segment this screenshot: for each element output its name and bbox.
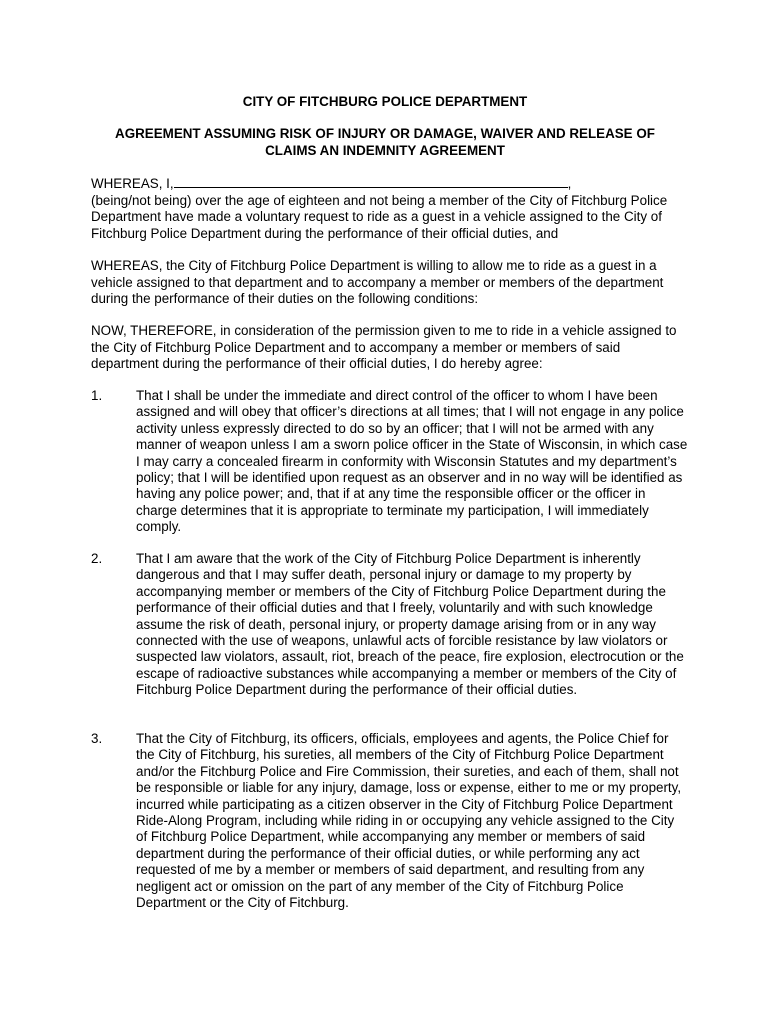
item-number: 1.: [91, 388, 103, 403]
name-blank-line[interactable]: [174, 175, 568, 188]
now-therefore-paragraph: NOW, THEREFORE, in consideration of the permission given to me to ride in a vehicle assigned to the City of Fitchburg Police Department and to accompany a member or members of said department during the performance of their official duties, I do hereby agree:: [91, 323, 677, 371]
item-text: That the City of Fitchburg, its officers, officials, employees and agents, the Police Chief for the City of Fitchburg, his sureties, all members of the City of Fitchburg Police Department and/or the Fitchburg Police and Fire Commission, their sureties, and each of them, shall not be responsible or liable for any injury, damage, loss or expense, either to me or my property, incurred while participating as a citizen observer in the City of Fitchburg Police Department Ride-Along Program, including while riding in or occupying any vehicle assigned to the City of Fitchburg Police Department, while accompanying any member or members of said department during the performance of their official duties, or while performing any act requested of me by a member or members of said department, and resulting from any negligent act or omission on the part of any member of the City of Fitchburg Police Department or the City of Fitchburg.: [136, 731, 682, 911]
item-number: 3.: [91, 731, 103, 746]
item-number: 2.: [91, 551, 103, 566]
blank-suffix: ,: [567, 176, 572, 191]
agreement-title: AGREEMENT ASSUMING RISK OF INJURY OR DAMAGE, WAIVER AND RELEASE OF CLAIMS AN INDEMNITY AGREEMENT: [115, 126, 655, 158]
whereas-lead: WHEREAS, I,: [91, 176, 174, 191]
department-title: CITY OF FITCHBURG POLICE DEPARTMENT: [242, 94, 528, 109]
whereas-paragraph-1: [91, 175, 691, 242]
whereas-paragraph-2: WHEREAS, the City of Fitchburg Police Department is willing to allow me to ride as a guest in a vehicle assigned to that department and to accompany a member or members of the department during the performance of their duties on the following conditions:: [91, 258, 664, 306]
whereas-body: (being/not being) over the age of eighteen and not being a member of the City of Fitchburg Police Department have made a voluntary request to ride as a guest in a vehicle assigned to the City of Fitchburg Police Department during the performance of their official duties, and: [91, 192, 668, 241]
item-text: That I shall be under the immediate and direct control of the officer to whom I have been assigned and will obey that officer’s directions at all times; that I will not engage in any police activity unless expressly directed to do so by an officer; that I will not be armed with any manner of weapon unless I am a sworn police officer in the State of Wisconsin, in which case I may carry a concealed firearm in conformity with Wisconsin Statutes and my department’s policy; that I will be identified upon request as an observer and in no way will be identified as having any police power; and, that if at any time the responsible officer or the officer in charge determines that it is appropriate to terminate my participation, I will immediately comply.: [136, 388, 688, 535]
item-text: That I am aware that the work of the City of Fitchburg Police Department is inherently dangerous and that I may suffer death, personal injury or damage to my property by accompanying member or members of the City of Fitchburg Police Department during the performance of their official duties and that I freely, voluntarily and with such knowledge assume the risk of death, personal injury, or property damage arising from or in any way connected with the use of weapons, unlawful acts of forcible resistance by law violators or suspected law violators, assault, riot, breach of the peace, fire explosion, electrocution or the escape of radioactive substances while accompanying a member or members of the City of Fitchburg Police Department during the performance of their official duties.: [136, 551, 684, 698]
